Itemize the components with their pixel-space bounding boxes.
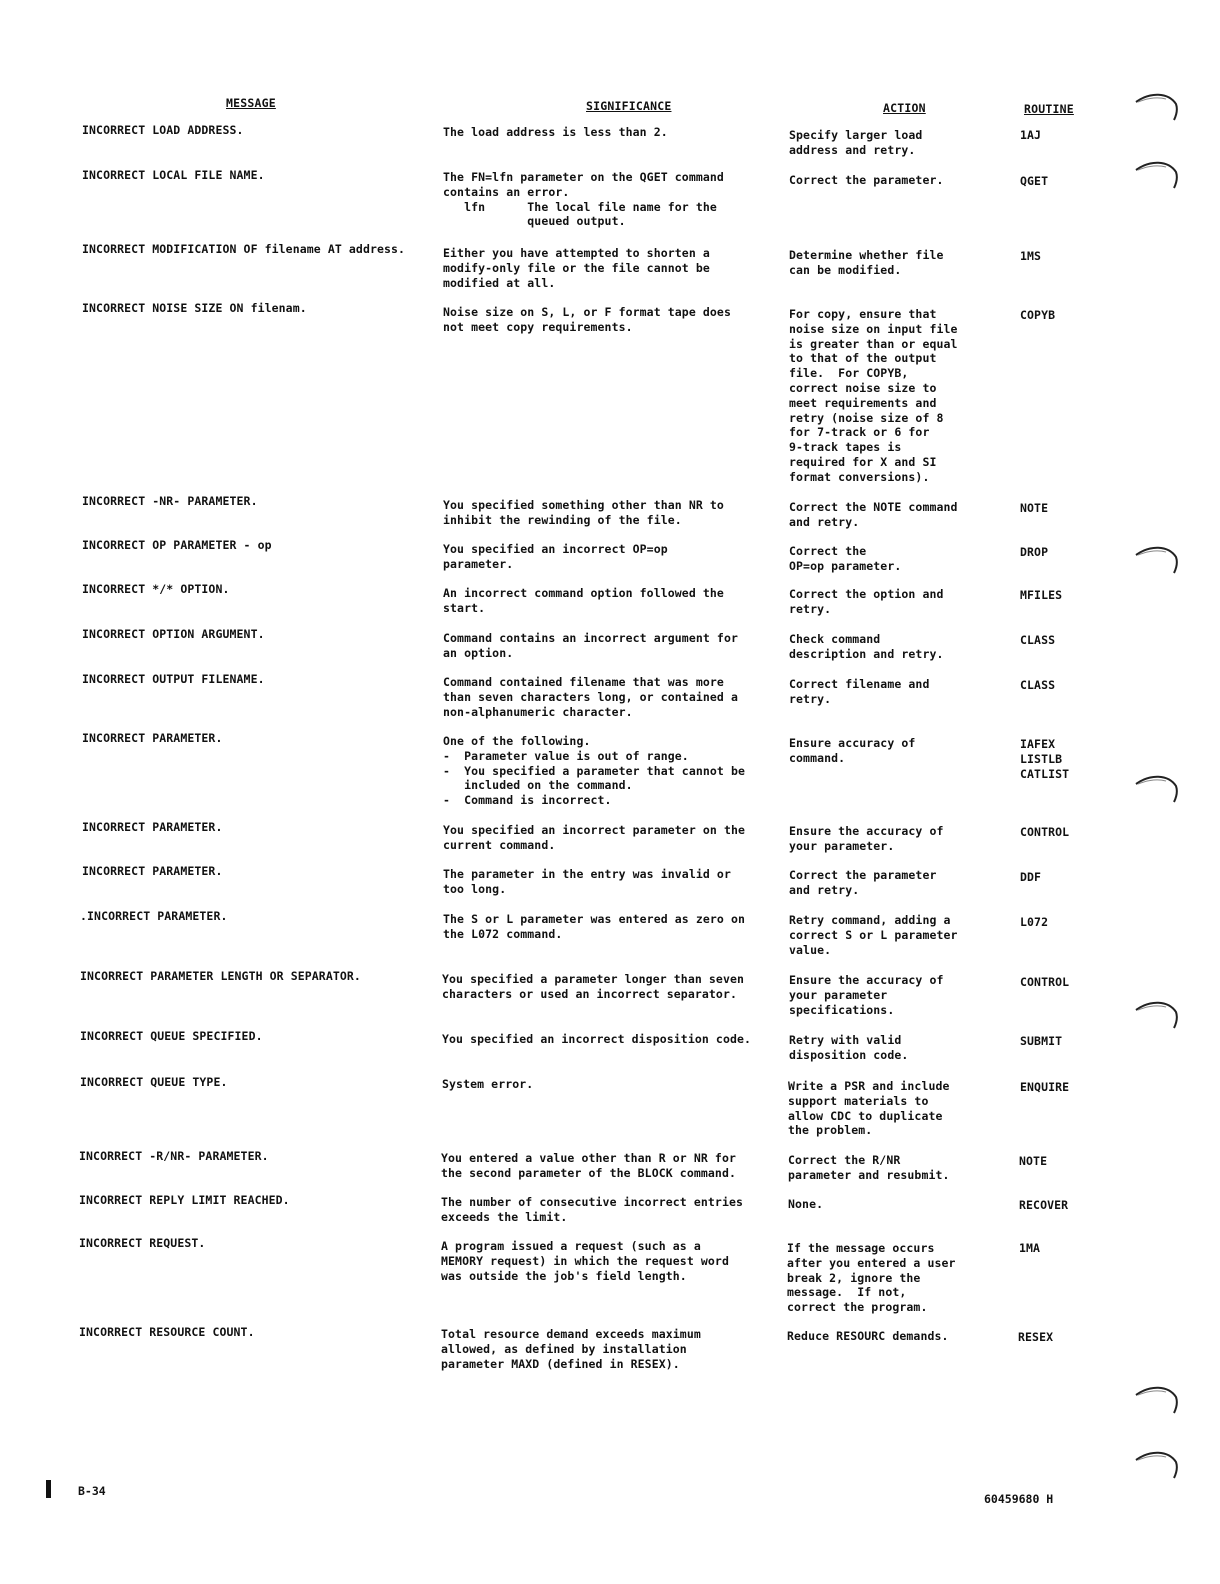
action-cell: If the message occurs after you entered a user break 2, ignore the message. If not, correct the program.	[787, 1241, 956, 1315]
binder-hole-icon	[1132, 1383, 1182, 1423]
header-routine: ROUTINE	[1024, 102, 1074, 116]
message-cell: INCORRECT PARAMETER.	[82, 864, 223, 878]
message-cell: INCORRECT LOCAL FILE NAME.	[82, 168, 265, 182]
action-cell: Ensure the accuracy of your parameter.	[789, 824, 944, 853]
binder-hole-icon	[1132, 90, 1182, 130]
message-cell: INCORRECT LOAD ADDRESS.	[82, 123, 244, 137]
routine-cell: IAFEX LISTLB CATLIST	[1020, 737, 1070, 781]
routine-cell: 1AJ	[1020, 128, 1042, 142]
significance-cell: An incorrect command option followed the start.	[443, 586, 724, 615]
significance-cell: Either you have attempted to shorten a modify-only file or the file cannot be modified at all.	[443, 246, 710, 290]
action-cell: Ensure accuracy of command.	[789, 736, 916, 765]
binder-hole-icon	[1132, 158, 1182, 198]
action-cell: Check command description and retry.	[789, 632, 944, 661]
significance-cell: The parameter in the entry was invalid or too long.	[443, 867, 731, 896]
significance-cell: You specified an incorrect disposition code.	[442, 1032, 752, 1046]
action-cell: For copy, ensure that noise size on input file is greater than or equal to that of the output file. For COPYB, correct noise size to meet requirements and retry (noise size of 8 for 7-track or 6 for 9-track tapes is required for X and SI format conversions).	[789, 307, 958, 484]
message-cell: INCORRECT MODIFICATION OF filename AT address.	[82, 242, 406, 256]
routine-cell: L072	[1020, 915, 1049, 929]
change-bar	[46, 1480, 51, 1498]
routine-cell: SUBMIT	[1020, 1034, 1063, 1048]
significance-cell: Noise size on S, L, or F format tape does not meet copy requirements.	[443, 305, 731, 334]
significance-cell: The load address is less than 2.	[443, 125, 668, 139]
action-cell: Correct filename and retry.	[789, 677, 930, 706]
routine-cell: DDF	[1020, 870, 1042, 884]
message-cell: INCORRECT NOISE SIZE ON filenam.	[82, 301, 307, 315]
binder-hole-icon	[1132, 998, 1182, 1038]
binder-hole-icon	[1132, 543, 1182, 583]
message-cell: INCORRECT REQUEST.	[79, 1236, 206, 1250]
significance-cell: You specified an incorrect OP=op parameter.	[443, 542, 668, 571]
significance-cell: You specified something other than NR to inhibit the rewinding of the file.	[443, 498, 724, 527]
message-cell: INCORRECT OPTION ARGUMENT.	[82, 627, 265, 641]
message-cell: INCORRECT OP PARAMETER - op	[82, 538, 272, 552]
significance-cell: A program issued a request (such as a MEMORY request) in which the request word was outside the job's field length.	[441, 1239, 729, 1283]
action-cell: Correct the option and retry.	[789, 587, 944, 616]
action-cell: Correct the parameter.	[789, 173, 944, 187]
routine-cell: 1MA	[1019, 1241, 1041, 1255]
message-cell: INCORRECT OUTPUT FILENAME.	[82, 672, 265, 686]
action-cell: Reduce RESOURC demands.	[787, 1329, 949, 1343]
message-cell: INCORRECT QUEUE TYPE.	[80, 1075, 228, 1089]
routine-cell: CONTROL	[1020, 825, 1070, 839]
routine-cell: CONTROL	[1020, 975, 1070, 989]
message-cell: INCORRECT QUEUE SPECIFIED.	[80, 1029, 263, 1043]
routine-cell: RECOVER	[1019, 1198, 1069, 1212]
header-action: ACTION	[883, 101, 926, 115]
routine-cell: DROP	[1020, 545, 1049, 559]
message-cell: INCORRECT -R/NR- PARAMETER.	[79, 1149, 269, 1163]
action-cell: Retry with valid disposition code.	[789, 1033, 909, 1062]
binder-hole-icon	[1132, 1448, 1182, 1488]
routine-cell: NOTE	[1020, 501, 1049, 515]
significance-cell: Total resource demand exceeds maximum allowed, as defined by installation parameter MAXD (defined in RESEX).	[441, 1327, 701, 1371]
message-cell: INCORRECT PARAMETER LENGTH OR SEPARATOR.	[80, 969, 361, 983]
header-significance: SIGNIFICANCE	[586, 99, 672, 113]
page-number: B-34	[78, 1484, 106, 1498]
action-cell: Correct the parameter and retry.	[789, 868, 937, 897]
routine-cell: MFILES	[1020, 588, 1063, 602]
routine-cell: NOTE	[1019, 1154, 1048, 1168]
significance-cell: The FN=lfn parameter on the QGET command contains an error. lfn The local file name for the queued output.	[443, 170, 724, 229]
significance-cell: The S or L parameter was entered as zero on the L072 command.	[443, 912, 746, 941]
significance-cell: You specified a parameter longer than seven characters or used an incorrect separator.	[442, 972, 745, 1001]
message-cell: INCORRECT PARAMETER.	[82, 731, 223, 745]
action-cell: Correct the NOTE command and retry.	[789, 500, 958, 529]
action-cell: Specify larger load address and retry.	[789, 128, 923, 157]
binder-hole-icon	[1132, 772, 1182, 812]
significance-cell: You specified an incorrect parameter on the current command.	[443, 823, 746, 852]
significance-cell: The number of consecutive incorrect entries exceeds the limit.	[441, 1195, 744, 1224]
routine-cell: COPYB	[1020, 308, 1056, 322]
action-cell: Determine whether file can be modified.	[789, 248, 944, 277]
action-cell: Correct the R/NR parameter and resubmit.	[788, 1153, 950, 1182]
action-cell: Write a PSR and include support materials to allow CDC to duplicate the problem.	[788, 1079, 950, 1138]
significance-cell: Command contains an incorrect argument for an option.	[443, 631, 738, 660]
document-number: 60459680 H	[984, 1492, 1054, 1506]
action-cell: Correct the OP=op parameter.	[789, 544, 902, 573]
message-cell: .INCORRECT PARAMETER.	[80, 909, 228, 923]
header-message: MESSAGE	[226, 96, 276, 110]
significance-cell: You entered a value other than R or NR for the second parameter of the BLOCK command.	[441, 1151, 736, 1180]
message-cell: INCORRECT RESOURCE COUNT.	[79, 1325, 255, 1339]
routine-cell: ENQUIRE	[1020, 1080, 1070, 1094]
significance-cell: System error.	[442, 1077, 534, 1091]
routine-cell: CLASS	[1020, 678, 1056, 692]
significance-cell: Command contained filename that was more than seven characters long, or contained a non-alphanumeric character.	[443, 675, 738, 719]
routine-cell: RESEX	[1018, 1330, 1054, 1344]
action-cell: None.	[788, 1197, 824, 1211]
action-cell: Retry command, adding a correct S or L parameter value.	[789, 913, 958, 957]
significance-cell: One of the following. - Parameter value is out of range. - You specified a parameter that cannot be included on the command. - Command is incorrect.	[443, 734, 746, 808]
message-cell: INCORRECT */* OPTION.	[82, 582, 230, 596]
message-cell: INCORRECT -NR- PARAMETER.	[82, 494, 258, 508]
routine-cell: CLASS	[1020, 633, 1056, 647]
action-cell: Ensure the accuracy of your parameter specifications.	[789, 973, 944, 1017]
routine-cell: 1MS	[1020, 249, 1042, 263]
routine-cell: QGET	[1020, 174, 1049, 188]
message-cell: INCORRECT REPLY LIMIT REACHED.	[79, 1193, 290, 1207]
message-cell: INCORRECT PARAMETER.	[82, 820, 223, 834]
